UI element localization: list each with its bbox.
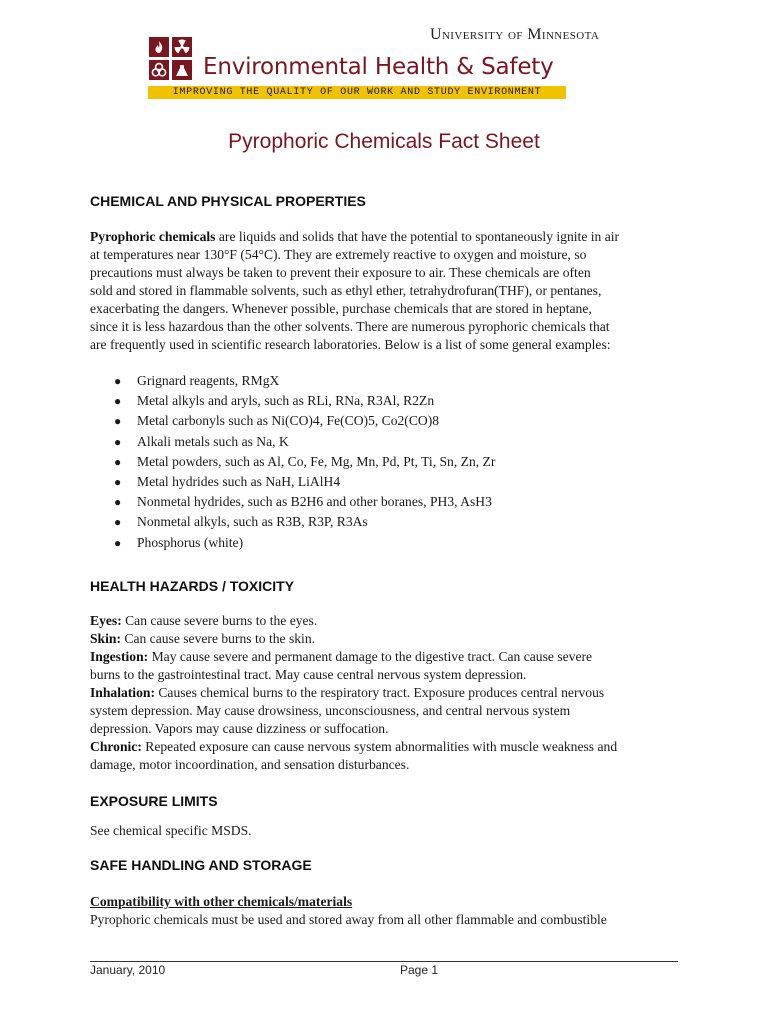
page-number: Page 1 [400, 963, 439, 977]
bullet-icon: ● [114, 495, 122, 510]
ehs-logo [149, 37, 194, 81]
university-name: University of Minnesota [430, 26, 600, 43]
handling-paragraph [90, 893, 682, 929]
pyrophoric-lead-term: Pyrophoric chemicals [90, 229, 216, 244]
org-name: Environmental Health & Safety [203, 54, 554, 80]
list-item: ● Metal alkyls and aryls, such as RLi, RNa, R3Al, R2Zn [90, 391, 682, 411]
examples-list [90, 371, 682, 553]
list-item: ● Phosphorus (white) [90, 533, 682, 553]
inhalation-line-3: depression. Vapors may cause dizziness or suffocation. [90, 721, 389, 736]
document-title: Pyrophoric Chemicals Fact Sheet [228, 130, 540, 153]
section-heading-health: HEALTH HAZARDS / TOXICITY [90, 578, 295, 594]
bullet-icon: ● [114, 394, 122, 409]
list-item: ● Alkali metals such as Na, K [90, 432, 682, 452]
inhalation-line-2: system depression. May cause drowsiness, unconsciousness, and central nervous system [90, 703, 571, 718]
bullet-icon: ● [114, 535, 122, 550]
bullet-icon: ● [114, 374, 122, 388]
properties-paragraph [90, 228, 682, 354]
list-item: ● Nonmetal hydrides, such as B2H6 and other boranes, PH3, AsH3 [90, 492, 682, 512]
exposure-text: See chemical specific MSDS. [90, 823, 252, 838]
bullet-icon: ● [114, 434, 122, 449]
list-item: ● Metal hydrides such as NaH, LiAlH4 [90, 472, 682, 492]
handling-line-1: Pyrophoric chemicals must be used and stored away from all other flammable and combustible [90, 912, 607, 927]
footer-date: January, 2010 [90, 963, 166, 977]
list-item: ● Nonmetal alkyls, such as R3B, R3P, R3As [90, 512, 682, 532]
skin-line: Skin: Can cause severe burns to the skin. [90, 631, 316, 646]
ingestion-line-1: Ingestion: May cause severe and permanent damage to the digestive tract. Can cause severe [90, 649, 593, 664]
list-item: ● Grignard reagents, RMgX [90, 371, 682, 391]
inhalation-line-1: Inhalation: Causes chemical burns to the respiratory tract. Exposure produces central nervous [90, 685, 605, 700]
properties-line-2: at temperatures near 130°F (54°C). They are extremely reactive to oxygen and moisture, so [90, 247, 587, 262]
properties-line-5: exacerbating the dangers. Whenever possible, purchase chemicals that are stored in heptane, [90, 301, 592, 316]
bullet-icon: ● [114, 414, 122, 429]
flask-icon [172, 60, 192, 80]
bullet-icon: ● [114, 474, 122, 489]
chronic-line-1: Chronic: Repeated exposure can cause nervous system abnormalities with muscle weakness and [90, 739, 618, 754]
properties-line-4: sold and stored in flammable solvents, such as ethyl ether, tetrahydrofuran(THF), or pentanes, [90, 283, 602, 298]
tagline-banner: IMPROVING THE QUALITY OF OUR WORK AND STUDY ENVIRONMENT [148, 86, 566, 99]
ingestion-line-2: burns to the gastrointestinal tract. May cause central nervous system depression. [90, 667, 527, 682]
section-heading-exposure: EXPOSURE LIMITS [90, 793, 218, 809]
section-heading-handling: SAFE HANDLING AND STORAGE [90, 857, 312, 873]
properties-line-7: are frequently used in scientific research laboratories. Below is a list of some general examples: [90, 337, 611, 352]
bullet-icon: ● [114, 454, 122, 469]
properties-line-3: precautions must always be taken to prevent their exposure to air. These chemicals are often [90, 265, 591, 280]
chronic-line-2: damage, motor incoordination, and sensation disturbances. [90, 757, 410, 772]
bullet-icon: ● [114, 515, 122, 530]
list-item: ● Metal powders, such as Al, Co, Fe, Mg, Mn, Pd, Pt, Ti, Sn, Zn, Zr [90, 452, 682, 472]
health-paragraph [90, 612, 682, 774]
radiation-icon [172, 37, 192, 57]
properties-line-1: Pyrophoric chemicals are liquids and solids that have the potential to spontaneously ignite in air [90, 229, 620, 244]
biohazard-icon [149, 60, 169, 80]
section-heading-properties: CHEMICAL AND PHYSICAL PROPERTIES [90, 193, 366, 209]
compatibility-subheading: Compatibility with other chemicals/materials [90, 894, 353, 909]
properties-line-6: since it is less hazardous than the other solvents. There are numerous pyrophoric chemicals that [90, 319, 610, 334]
footer-divider [90, 961, 678, 962]
flame-icon [149, 37, 169, 57]
list-item: ● Metal carbonyls such as Ni(CO)4, Fe(CO)5, Co2(CO)8 [90, 411, 682, 431]
eyes-line: Eyes: Can cause severe burns to the eyes. [90, 613, 318, 628]
